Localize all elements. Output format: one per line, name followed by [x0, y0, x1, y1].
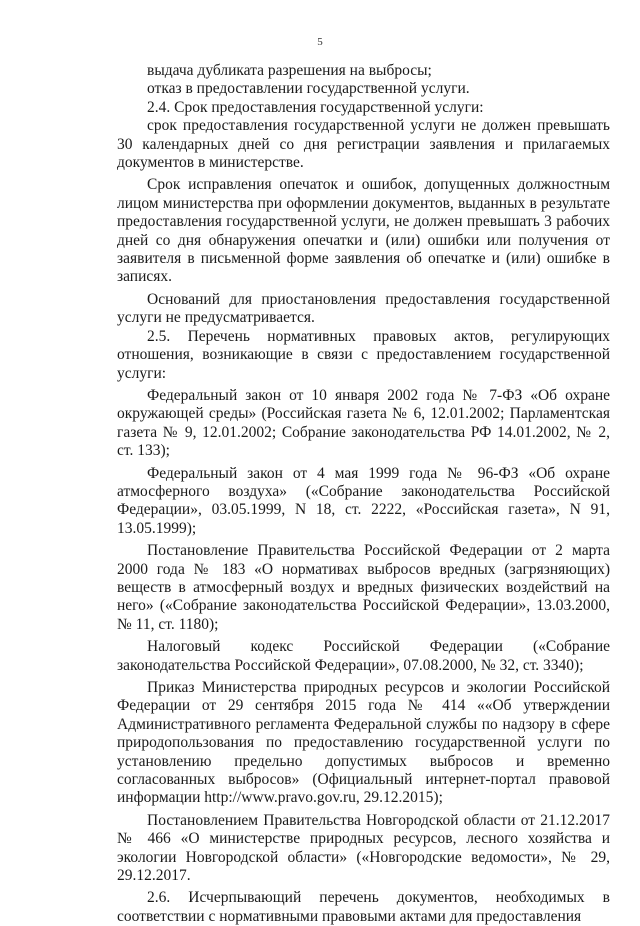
- list-item: Постановлением Правительства Новгородской области от 21.12.2017 № 466 «О министерстве природных ресурсов, лесного хозяйства и экологии Новгородской области» («Новгородские ведомости», № 29, 29.12.2017.: [117, 811, 610, 885]
- list-item: Приказ Министерства природных ресурсов и экологии Российской Федерации от 29 сентября 2015 года № 414 ««Об утверждении Административного регламента Федеральной службы по надзору в сфере природопользования по предоставлению государственной услуги по установлению предельно допустимых выбросов и временно согласованных выбросов» (Официальный интернет-портал правовой информации http://www.pravo.gov.ru, 29.12.2015);: [117, 679, 610, 807]
- paragraph: Оснований для приостановления предоставления государственной услуги не предусматривается.: [117, 290, 610, 327]
- document-body: [117, 62, 610, 926]
- section-heading-2-6: 2.6. Исчерпывающий перечень документов, необходимых в соответствии с нормативными правовыми актами для предоставления: [117, 889, 610, 925]
- list-item: Постановление Правительства Российской Федерации от 2 марта 2000 года № 183 «О нормативах выбросов вредных (загрязняющих) веществ в атмосферный воздух и вредных физических воздействий на него» («Собрание законодательства Российской Федерации», 13.03.2000, № 11, ст. 1180);: [117, 542, 610, 633]
- paragraph: срок предоставления государственной услуги не должен превышать 30 календарных дней со дня регистрации заявления и прилагаемых документов в министерстве.: [117, 117, 610, 172]
- paragraph: выдача дубликата разрешения на выбросы;: [147, 62, 432, 79]
- list-item: Федеральный закон от 4 мая 1999 года № 96-ФЗ «Об охране атмосферного воздуха» («Собрание законодательства Российской Федерации», 03.05.1999, N 18, ст. 2222, «Российская газета», N 91, 13.05.1999);: [117, 464, 610, 537]
- section-heading-2-5: 2.5. Перечень нормативных правовых актов, регулирующих отношения, возникающие в связи с предоставлением государственной услуги:: [117, 327, 610, 382]
- list-item: Федеральный закон от 10 января 2002 года № 7-ФЗ «Об охране окружающей среды» (Российская газета № 6, 12.01.2002; Парламентская газета № 9, 12.01.2002; Собрание законодательства РФ 14.01.2002, № 2, ст. 133);: [117, 386, 610, 460]
- paragraph: Срок исправления опечаток и ошибок, допущенных должностным лицом министерства при оформлении документов, выданных в результате предоставления государственной услуги, не должен превышать 3 рабочих дней со дня обнаружения опечатки и (или) ошибки или получения от заявителя в письменной форме заявления об опечатке и (или) ошибке в записях.: [117, 176, 610, 286]
- page-number: 5: [317, 36, 323, 48]
- paragraph: отказ в предоставлении государственной услуги.: [147, 80, 470, 98]
- section-heading-2-4: 2.4. Срок предоставления государственной услуги:: [147, 98, 484, 116]
- list-item: Налоговый кодекс Российской Федерации («Собрание законодательства Российской Федерации», 07.08.2000, № 32, ст. 3340);: [117, 638, 610, 674]
